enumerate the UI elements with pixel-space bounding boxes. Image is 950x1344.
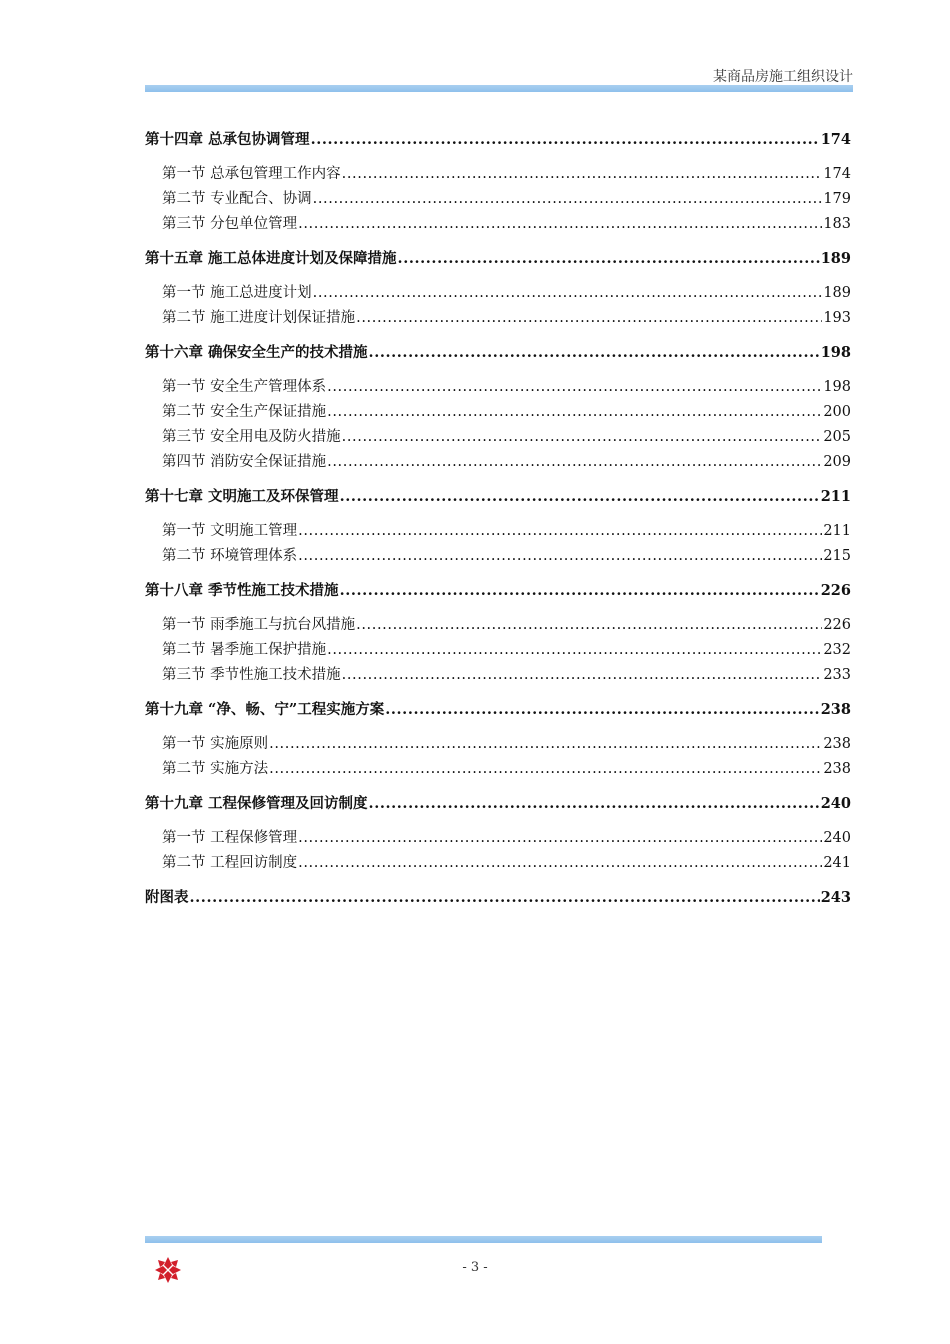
dot-leader <box>340 488 820 505</box>
toc-chapter-entry[interactable] <box>145 247 851 268</box>
toc-section-entry[interactable] <box>162 757 851 778</box>
toc-entry-label: 附图表 <box>145 889 189 906</box>
toc-chapter-entry[interactable] <box>145 341 851 362</box>
dot-leader <box>369 344 820 361</box>
dot-leader <box>311 131 820 148</box>
toc-entry-label: 第三节 安全用电及防火措施 <box>162 429 341 445</box>
toc-entry-page: 198 <box>820 344 851 361</box>
dot-leader <box>342 166 823 182</box>
toc-entry-label: 第二节 安全生产保证措施 <box>162 404 327 420</box>
toc-entry-label: 第一节 施工总进度计划 <box>162 285 312 301</box>
dot-leader <box>342 667 823 683</box>
toc-section-entry[interactable] <box>162 375 851 396</box>
toc-section-entry[interactable] <box>162 544 851 565</box>
toc-entry-label: 第一节 总承包管理工作内容 <box>162 166 341 182</box>
toc-entry-page: 211 <box>823 523 851 539</box>
toc-entry-label: 第十五章 施工总体进度计划及保障措施 <box>145 250 397 267</box>
toc-section-entry[interactable] <box>162 450 851 471</box>
footer-rule <box>145 1236 822 1243</box>
dot-leader <box>340 582 820 599</box>
page-number: - 3 - <box>462 1260 488 1275</box>
toc-entry-page: 211 <box>820 488 851 505</box>
toc-entry-page: 174 <box>820 131 851 148</box>
toc-section-entry[interactable] <box>162 613 851 634</box>
toc-entry-label: 第二节 施工进度计划保证措施 <box>162 310 356 326</box>
toc-entry-page: 226 <box>820 582 851 599</box>
dot-leader <box>327 454 822 470</box>
dot-leader <box>190 889 820 906</box>
dot-leader <box>327 404 822 420</box>
toc-entry-page: 243 <box>820 889 851 906</box>
dot-leader <box>269 761 822 777</box>
toc-chapter-entry[interactable] <box>145 485 851 506</box>
toc-entry-label: 第十四章 总承包协调管理 <box>145 131 310 148</box>
toc-section-entry[interactable] <box>162 187 851 208</box>
dot-leader <box>298 523 822 539</box>
toc-section-entry[interactable] <box>162 400 851 421</box>
toc-entry-label: 第十九章 工程保修管理及回访制度 <box>145 795 368 812</box>
toc-entry-label: 第十九章 “净、畅、宁”工程实施方案 <box>145 701 385 718</box>
toc-entry-page: 189 <box>820 250 851 267</box>
toc-chapter-entry[interactable] <box>145 579 851 600</box>
toc-chapter-entry[interactable] <box>145 698 851 719</box>
toc-entry-label: 第一节 安全生产管理体系 <box>162 379 327 395</box>
toc-entry-page: 179 <box>823 191 851 207</box>
dot-leader <box>269 736 822 752</box>
toc-entry-page: 241 <box>823 855 851 871</box>
dot-leader <box>298 855 822 871</box>
dot-leader <box>298 216 822 232</box>
dot-leader <box>385 701 819 718</box>
dot-leader <box>298 548 822 564</box>
dot-leader <box>313 191 823 207</box>
toc-entry-label: 第十七章 文明施工及环保管理 <box>145 488 339 505</box>
toc-section-entry[interactable] <box>162 281 851 302</box>
toc-entry-label: 第一节 工程保修管理 <box>162 830 298 846</box>
toc-section-entry[interactable] <box>162 425 851 446</box>
toc-section-entry[interactable] <box>162 212 851 233</box>
toc-entry-page: 233 <box>823 667 851 683</box>
toc-section-entry[interactable] <box>162 663 851 684</box>
toc-entry-page: 189 <box>823 285 851 301</box>
toc-entry-page: 240 <box>820 795 851 812</box>
toc-entry-page: 238 <box>823 736 851 752</box>
toc-entry-page: 209 <box>823 454 851 470</box>
dot-leader <box>298 830 822 846</box>
toc-entry-label: 第三节 季节性施工技术措施 <box>162 667 341 683</box>
toc-entry-label: 第一节 雨季施工与抗台风措施 <box>162 617 356 633</box>
toc-entry-page: 200 <box>823 404 851 420</box>
toc-entry-page: 183 <box>823 216 851 232</box>
header-title: 某商品房施工组织设计 <box>713 69 853 85</box>
dot-leader <box>356 617 822 633</box>
toc-entry-label: 第二节 专业配合、协调 <box>162 191 312 207</box>
toc-entry-page: 198 <box>823 379 851 395</box>
toc-section-entry[interactable] <box>162 826 851 847</box>
toc-entry-label: 第十六章 确保安全生产的技术措施 <box>145 344 368 361</box>
toc-entry-page: 174 <box>823 166 851 182</box>
toc-entry-page: 240 <box>823 830 851 846</box>
toc-entry-label: 第二节 工程回访制度 <box>162 855 298 871</box>
dot-leader <box>356 310 822 326</box>
dot-leader <box>327 642 822 658</box>
toc-chapter-entry[interactable] <box>145 128 851 149</box>
toc-entry-page: 238 <box>820 701 851 718</box>
toc-section-entry[interactable] <box>162 162 851 183</box>
toc-entry-label: 第一节 实施原则 <box>162 736 269 752</box>
toc-entry-page: 193 <box>823 310 851 326</box>
toc-section-entry[interactable] <box>162 732 851 753</box>
toc-entry-label: 第二节 实施方法 <box>162 761 269 777</box>
toc-entry-page: 215 <box>823 548 851 564</box>
toc-entry-label: 第十八章 季节性施工技术措施 <box>145 582 339 599</box>
dot-leader <box>327 379 822 395</box>
toc-entry-page: 205 <box>823 429 851 445</box>
toc-entry-label: 第二节 环境管理体系 <box>162 548 298 564</box>
toc-chapter-entry[interactable] <box>145 886 851 907</box>
toc-section-entry[interactable] <box>162 306 851 327</box>
toc-entry-label: 第四节 消防安全保证措施 <box>162 454 327 470</box>
toc-section-entry[interactable] <box>162 519 851 540</box>
toc-entry-label: 第二节 暑季施工保护措施 <box>162 642 327 658</box>
dot-leader <box>369 795 820 812</box>
dot-leader <box>342 429 823 445</box>
toc-chapter-entry[interactable] <box>145 792 851 813</box>
toc-entry-label: 第三节 分包单位管理 <box>162 216 298 232</box>
header-rule <box>145 85 853 92</box>
toc-entry-page: 232 <box>823 642 851 658</box>
toc-section-entry[interactable] <box>162 851 851 872</box>
dot-leader <box>313 285 823 301</box>
toc-entry-label: 第一节 文明施工管理 <box>162 523 298 539</box>
toc-entry-page: 226 <box>823 617 851 633</box>
toc-section-entry[interactable] <box>162 638 851 659</box>
dot-leader <box>398 250 820 267</box>
toc-entry-page: 238 <box>823 761 851 777</box>
